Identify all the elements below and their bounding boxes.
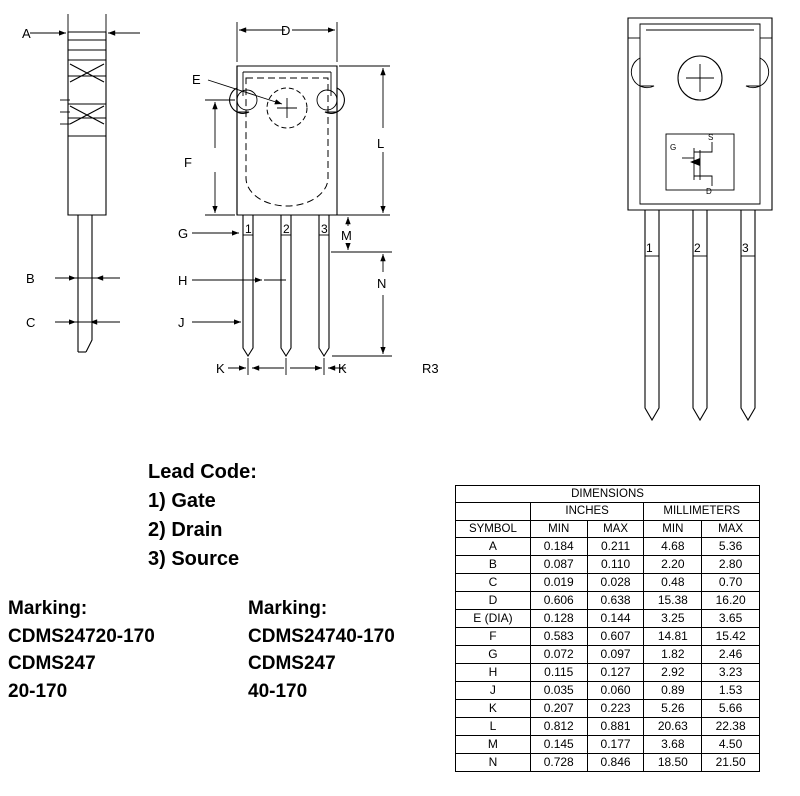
- row-symbol: F: [456, 628, 531, 646]
- row-symbol: J: [456, 682, 531, 700]
- row-symbol: K: [456, 700, 531, 718]
- row-in-min: 0.087: [530, 556, 587, 574]
- row-mm-max: 4.50: [702, 736, 760, 754]
- table-row: [456, 610, 760, 628]
- column-header-in-min: MIN: [530, 520, 587, 537]
- front-view-pin-3: 3: [321, 222, 328, 236]
- front-view-pin-1: 1: [245, 222, 252, 236]
- row-mm-max: 3.65: [702, 610, 760, 628]
- row-in-max: 0.846: [587, 754, 644, 772]
- marking-left-line-2: CDMS247: [8, 653, 96, 675]
- lead-code-item-3: 3) Source: [148, 548, 240, 570]
- marking-left-line-3: 20-170: [8, 680, 68, 702]
- side-view-label-b: B: [26, 271, 35, 286]
- row-in-max: 0.144: [587, 610, 644, 628]
- column-header-mm-min: MIN: [644, 520, 702, 537]
- row-in-max: 0.028: [587, 574, 644, 592]
- row-in-min: 0.019: [530, 574, 587, 592]
- side-view: [22, 14, 140, 352]
- row-in-min: 0.583: [530, 628, 587, 646]
- table-row: [456, 556, 760, 574]
- row-mm-min: 5.26: [644, 700, 702, 718]
- table-group-header-row: [456, 503, 760, 520]
- table-row: [456, 538, 760, 556]
- column-header-in-max: MAX: [587, 520, 644, 537]
- row-in-min: 0.128: [530, 610, 587, 628]
- table-row: [456, 646, 760, 664]
- row-in-min: 0.728: [530, 754, 587, 772]
- marking-right-heading: Marking:: [248, 598, 328, 619]
- front-view-pin-2: 2: [283, 222, 290, 236]
- lead-code-heading: Lead Code:: [148, 461, 257, 483]
- iso-pin-1: 1: [646, 241, 653, 255]
- row-mm-max: 3.23: [702, 664, 760, 682]
- side-view-label-c: C: [26, 315, 36, 330]
- row-symbol: L: [456, 718, 531, 736]
- table-row: [456, 664, 760, 682]
- lead-code-item-2: 2) Drain: [148, 519, 223, 541]
- front-view-label-n: N: [377, 276, 387, 291]
- schematic-gate-label: G: [670, 143, 677, 152]
- row-symbol: A: [456, 538, 531, 556]
- row-in-max: 0.881: [587, 718, 644, 736]
- row-in-max: 0.638: [587, 592, 644, 610]
- row-mm-min: 0.89: [644, 682, 702, 700]
- table-row: [456, 682, 760, 700]
- column-header-symbol: SYMBOL: [456, 520, 531, 537]
- table-row: [456, 754, 760, 772]
- iso-pin-2: 2: [694, 241, 701, 255]
- group-header-millimeters: MILLIMETERS: [644, 503, 760, 520]
- marking-right-line-3: 40-170: [248, 680, 308, 702]
- row-in-min: 0.115: [530, 664, 587, 682]
- row-mm-max: 2.80: [702, 556, 760, 574]
- row-symbol: D: [456, 592, 531, 610]
- row-mm-min: 18.50: [644, 754, 702, 772]
- front-view: [178, 22, 439, 376]
- row-in-max: 0.060: [587, 682, 644, 700]
- row-in-min: 0.812: [530, 718, 587, 736]
- row-mm-min: 15.38: [644, 592, 702, 610]
- row-mm-min: 20.63: [644, 718, 702, 736]
- group-header-blank: [456, 503, 531, 520]
- row-in-min: 0.035: [530, 682, 587, 700]
- row-symbol: M: [456, 736, 531, 754]
- row-mm-max: 15.42: [702, 628, 760, 646]
- row-in-min: 0.606: [530, 592, 587, 610]
- row-mm-max: 21.50: [702, 754, 760, 772]
- iso-pin-3: 3: [742, 241, 749, 255]
- table-row: [456, 592, 760, 610]
- table-row: [456, 736, 760, 754]
- table-column-header-row: [456, 520, 760, 537]
- row-in-max: 0.177: [587, 736, 644, 754]
- front-view-label-d: D: [281, 23, 291, 38]
- row-symbol: C: [456, 574, 531, 592]
- row-mm-max: 5.36: [702, 538, 760, 556]
- row-symbol: B: [456, 556, 531, 574]
- row-in-max: 0.223: [587, 700, 644, 718]
- schematic-drain-label: D: [706, 187, 712, 196]
- table-row: [456, 718, 760, 736]
- side-view-label-a: A: [22, 26, 31, 41]
- column-header-mm-max: MAX: [702, 520, 760, 537]
- row-mm-max: 22.38: [702, 718, 760, 736]
- front-view-label-e: E: [192, 72, 201, 87]
- row-mm-max: 0.70: [702, 574, 760, 592]
- row-in-min: 0.145: [530, 736, 587, 754]
- front-view-label-k-left: K: [216, 361, 225, 376]
- row-mm-min: 14.81: [644, 628, 702, 646]
- row-mm-min: 3.68: [644, 736, 702, 754]
- front-view-label-h: H: [178, 273, 188, 288]
- row-in-max: 0.127: [587, 664, 644, 682]
- lead-code-block: [148, 458, 257, 574]
- row-mm-min: 4.68: [644, 538, 702, 556]
- front-view-label-l: L: [377, 136, 385, 151]
- table-title-row: [456, 486, 760, 503]
- table-row: [456, 700, 760, 718]
- dimensions-title: DIMENSIONS: [456, 486, 760, 503]
- row-mm-min: 2.92: [644, 664, 702, 682]
- isometric-view: [628, 18, 772, 420]
- front-view-label-g: G: [178, 226, 189, 241]
- row-mm-max: 1.53: [702, 682, 760, 700]
- row-mm-max: 2.46: [702, 646, 760, 664]
- marking-left-line-1: CDMS24720-170: [8, 625, 155, 647]
- row-in-min: 0.207: [530, 700, 587, 718]
- front-view-label-m: M: [341, 228, 352, 243]
- schematic-source-label: S: [708, 133, 714, 142]
- marking-right-line-1: CDMS24740-170: [248, 625, 395, 647]
- row-mm-min: 2.20: [644, 556, 702, 574]
- row-in-max: 0.607: [587, 628, 644, 646]
- row-symbol: N: [456, 754, 531, 772]
- row-in-max: 0.211: [587, 538, 644, 556]
- marking-left-heading: Marking:: [8, 598, 88, 619]
- row-symbol: H: [456, 664, 531, 682]
- row-mm-max: 5.66: [702, 700, 760, 718]
- dimensions-table: [455, 485, 760, 772]
- row-mm-min: 1.82: [644, 646, 702, 664]
- front-view-label-j: J: [178, 315, 185, 330]
- revision-label: R3: [422, 361, 439, 376]
- lead-code-item-1: 1) Gate: [148, 490, 216, 512]
- table-row: [456, 628, 760, 646]
- row-symbol: G: [456, 646, 531, 664]
- table-row: [456, 574, 760, 592]
- group-header-inches: INCHES: [530, 503, 644, 520]
- row-in-min: 0.072: [530, 646, 587, 664]
- row-mm-min: 3.25: [644, 610, 702, 628]
- row-symbol: E (DIA): [456, 610, 531, 628]
- marking-right-block: [248, 595, 395, 705]
- row-in-min: 0.184: [530, 538, 587, 556]
- front-view-label-f: F: [184, 155, 192, 170]
- row-in-max: 0.097: [587, 646, 644, 664]
- row-mm-min: 0.48: [644, 574, 702, 592]
- marking-right-line-2: CDMS247: [248, 653, 336, 675]
- row-mm-max: 16.20: [702, 592, 760, 610]
- marking-left-block: [8, 595, 155, 705]
- row-in-max: 0.110: [587, 556, 644, 574]
- front-view-label-k-right: K: [338, 361, 347, 376]
